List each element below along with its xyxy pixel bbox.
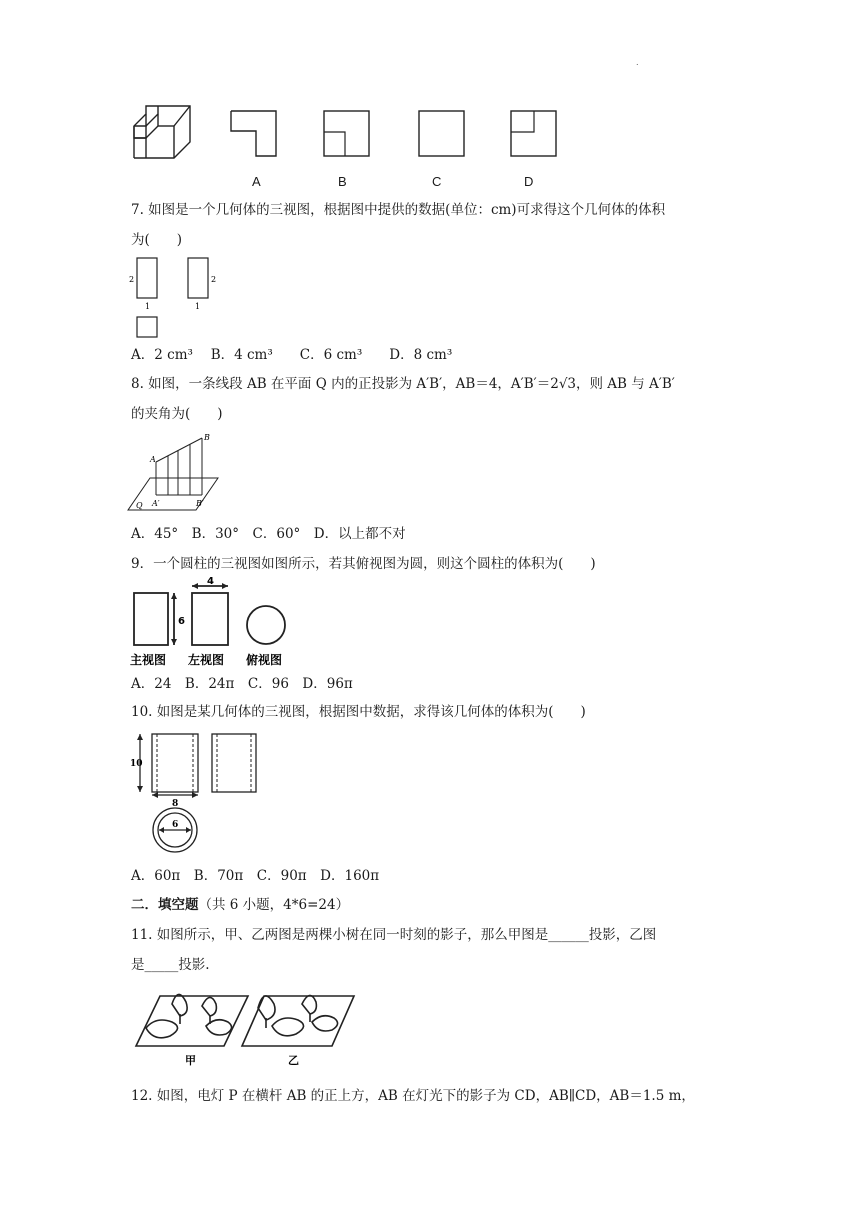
section2-heading bbox=[131, 895, 349, 915]
q7-three-view-figure bbox=[128, 254, 228, 340]
q6-option-d-figure bbox=[510, 110, 558, 158]
q10-stem: 10. 如图是某几何体的三视图，根据图中数据，求得该几何体的体积为( ) bbox=[131, 704, 586, 720]
section2-note: （共 6 小题，4*6=24） bbox=[198, 897, 350, 913]
q8-stem-line1: 8. 如图，一条线段 AB 在平面 Q 内的正投影为 A′B′，AB＝4，A′B′＝2√3，则 AB 与 A′B′ bbox=[131, 376, 675, 392]
q10-choices: A．60π B．70π C．90π D．160π bbox=[131, 868, 380, 884]
section2-title: 二．填空题 bbox=[131, 897, 199, 913]
q11-stem-line1: 11. 如图所示，甲、乙两图是两棵小树在同一时刻的影子，那么甲图是______投影，乙图 bbox=[131, 927, 657, 943]
q7-label-w1: 1 bbox=[145, 302, 151, 311]
q6-option-a-label: A bbox=[252, 174, 261, 189]
q9-label-front-view: 主视图 bbox=[130, 653, 167, 667]
q9-stem: 9．一个圆柱的三视图如图所示，若其俯视图为圆，则这个圆柱的体积为( ) bbox=[131, 556, 596, 572]
q6-option-c-figure bbox=[418, 110, 466, 158]
q9-label-width: 4 bbox=[207, 576, 214, 587]
q11-stem-line2: 是_____投影. bbox=[131, 957, 210, 973]
q6-option-d-label: D bbox=[524, 174, 534, 189]
q11-label-jia: 甲 bbox=[185, 1054, 196, 1067]
q8-label-b-prime: B′ bbox=[196, 499, 204, 508]
q8-projection-figure bbox=[126, 430, 226, 516]
q10-label-width: 8 bbox=[172, 799, 179, 809]
q8-label-a: A bbox=[150, 455, 156, 464]
q6-solid-figure bbox=[130, 104, 196, 162]
q9-label-height: 6 bbox=[178, 616, 185, 627]
header-dot: . bbox=[636, 58, 639, 67]
q9-label-left-view: 左视图 bbox=[188, 653, 225, 667]
q9-choices: A．24 B．24π C．96 D．96π bbox=[131, 676, 353, 692]
q7-label-h1: 2 bbox=[129, 275, 135, 284]
q11-label-yi: 乙 bbox=[288, 1054, 299, 1067]
q7-stem-line2: 为( ) bbox=[131, 232, 183, 248]
q8-label-a-prime: A′ bbox=[152, 499, 160, 508]
q9-label-top-view: 俯视图 bbox=[246, 653, 283, 667]
q6-option-c-label: C bbox=[432, 174, 442, 189]
q7-label-w2: 1 bbox=[195, 302, 201, 311]
q9-three-view-figure bbox=[128, 578, 298, 668]
q7-label-h2: 2 bbox=[211, 275, 217, 284]
q8-choices: A．45° B．30° C．60° D．以上都不对 bbox=[131, 526, 406, 542]
q10-three-view-figure bbox=[130, 728, 260, 858]
q7-stem-line1: 7. 如图是一个几何体的三视图，根据图中提供的数据(单位：cm)可求得这个几何体的体积 bbox=[131, 202, 666, 218]
q6-option-b-label: B bbox=[338, 174, 347, 189]
q10-label-height: 10 bbox=[130, 759, 143, 769]
q6-option-b-figure bbox=[323, 110, 371, 158]
q7-choices: A．2 cm³ B．4 cm³ C．6 cm³ D．8 cm³ bbox=[131, 347, 453, 363]
q8-label-q: Q bbox=[136, 501, 143, 510]
q6-option-a-figure bbox=[230, 110, 278, 158]
q8-label-b: B bbox=[204, 433, 210, 442]
q8-stem-line2: 的夹角为( ) bbox=[131, 406, 223, 422]
q10-label-diameter: 6 bbox=[172, 820, 179, 830]
q12-stem-line1: 12. 如图，电灯 P 在横杆 AB 的正上方，AB 在灯光下的影子为 CD，AB∥CD，AB＝1.5 m， bbox=[131, 1088, 695, 1104]
q11-tree-shadows-figure bbox=[132, 982, 362, 1074]
